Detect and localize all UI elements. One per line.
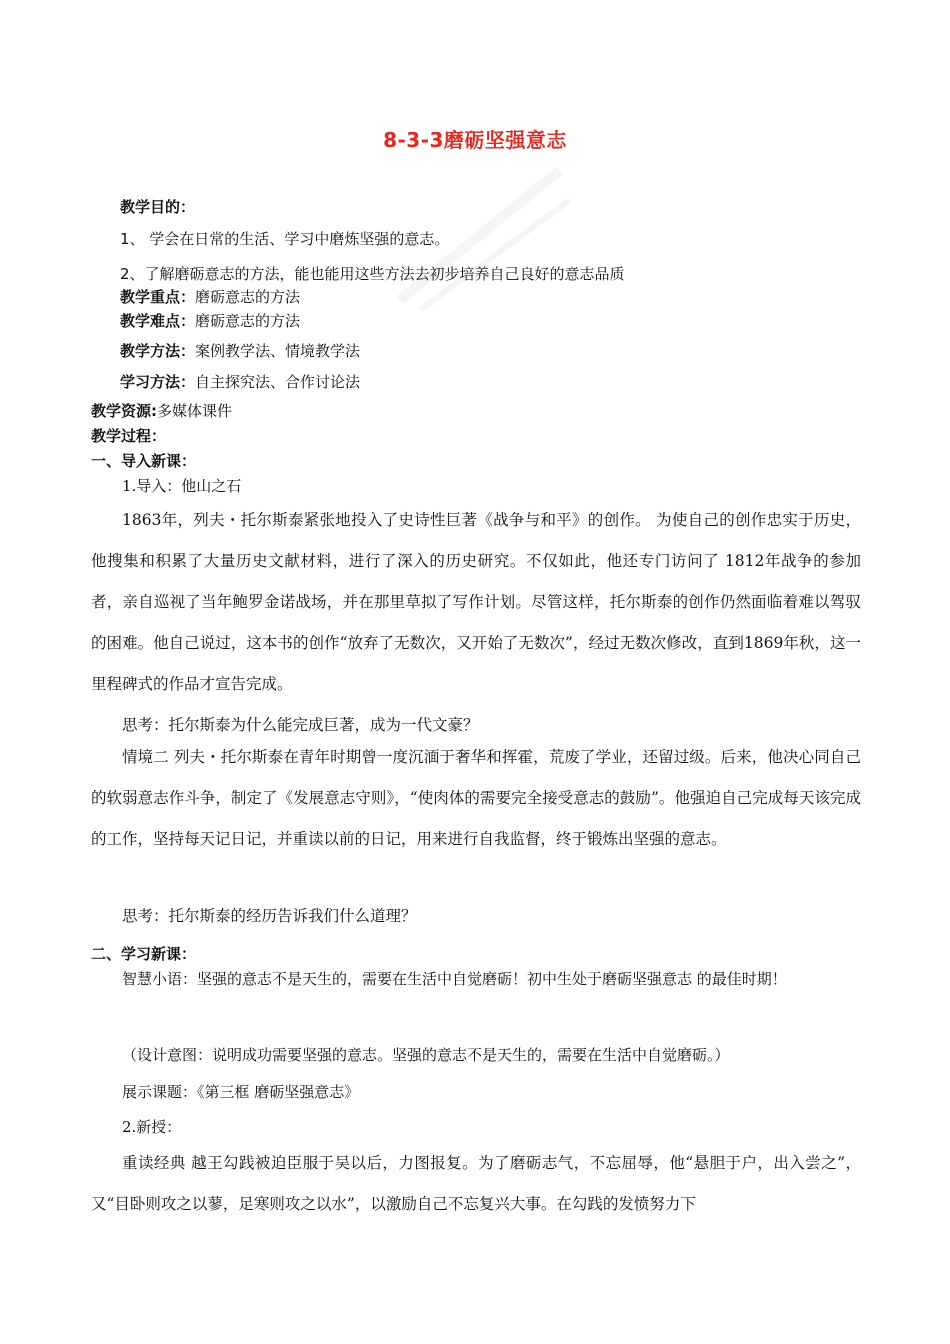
resources-label: 教学资源:	[91, 402, 157, 420]
key-point-label: 教学重点：	[120, 288, 196, 306]
section1-subheading: 1.导入：他山之石	[122, 477, 242, 495]
section1-heading: 一、导入新课：	[91, 452, 197, 470]
section1-paragraph-1: 1863年，列夫・托尔斯泰紧张地投入了史诗性巨著《战争与和平》的创作。 为使自己的创作忠实于历史，他搜集和积累了大量历史文献材料，进行了深入的历史研究。不仅如此，他还专门访问了 1812年战争的参加者，亲自巡视了当年鲍罗金诺战场，并在那里草拟了写作计划。尽管这样，托尔斯泰的创作仍然面临着难以驾驭的困难。他自己说过，这本书的创作“放弃了无数次，又开始了无数次”，经过无数次修改，直到1869年秋，这一里程碑式的作品才宣告完成。	[91, 511, 861, 693]
teaching-method-value: 案例教学法、情境教学法	[195, 342, 361, 360]
resources-value: 多媒体课件	[157, 402, 233, 420]
section1-think-2: 思考：托尔斯泰的经历告诉我们什么道理？	[122, 907, 417, 925]
learning-method-value: 自主探究法、合作讨论法	[195, 373, 361, 391]
document-title: 8-3-3磨砺坚强意志	[383, 128, 567, 152]
learning-method	[120, 372, 360, 392]
section1-think-1: 思考：托尔斯泰为什么能完成巨著，成为一代文豪？	[122, 716, 479, 734]
learning-method-label: 学习方法：	[120, 373, 196, 391]
section2-topic: 展示课题：《第三框 磨砺坚强意志》	[122, 1083, 360, 1101]
difficulty	[120, 311, 300, 331]
objective-item-2: 2、了解磨砺意志的方法，能也能用这些方法去初步培养自己良好的意志品质	[120, 265, 625, 283]
teaching-method	[120, 341, 360, 361]
section2-wisdom: 智慧小语：坚强的意志不是天生的，需要在生活中自觉磨砺！初中生处于磨砺坚强意志 的最佳时期！	[122, 970, 787, 988]
section1-paragraph-2: 情境二 列夫・托尔斯泰在青年时期曾一度沉湎于奢华和挥霍，荒废了学业，还留过级。后来，他决心同自己的软弱意志作斗争，制定了《发展意志守则》，“使肉体的需要完全接受意志的鼓励”。他强迫自己完成每天该完成的工作，坚持每天记日记，并重读以前的日记，用来进行自我监督，终于锻炼出坚强的意志。	[91, 748, 861, 848]
section2-design-intent: （设计意图：说明成功需要坚强的意志。坚强的意志不是天生的，需要在生活中自觉磨砺。）	[122, 1046, 730, 1064]
objective-item-1: 1、 学会在日常的生活、学习中磨炼坚强的意志。	[120, 230, 450, 248]
section2-subheading: 2.新授：	[122, 1118, 182, 1136]
key-point	[120, 287, 300, 307]
key-point-value: 磨砺意志的方法	[195, 288, 301, 306]
process-heading: 教学过程：	[91, 427, 167, 445]
difficulty-label: 教学难点：	[120, 312, 196, 330]
resources	[91, 401, 232, 421]
teaching-method-label: 教学方法：	[120, 342, 196, 360]
section2-heading: 二、学习新课：	[91, 945, 197, 963]
section2-paragraph: 重读经典 越王勾践被迫臣服于吴以后，力图报复。为了磨砺志气，不忘屈辱，他“悬胆于户，出入尝之”，又“目卧则攻之以蓼，足寒则攻之以水”，以激励自己不忘复兴大事。在勾践的发愤努力下	[91, 1154, 861, 1213]
objectives-heading: 教学目的：	[120, 198, 196, 216]
difficulty-value: 磨砺意志的方法	[195, 312, 301, 330]
